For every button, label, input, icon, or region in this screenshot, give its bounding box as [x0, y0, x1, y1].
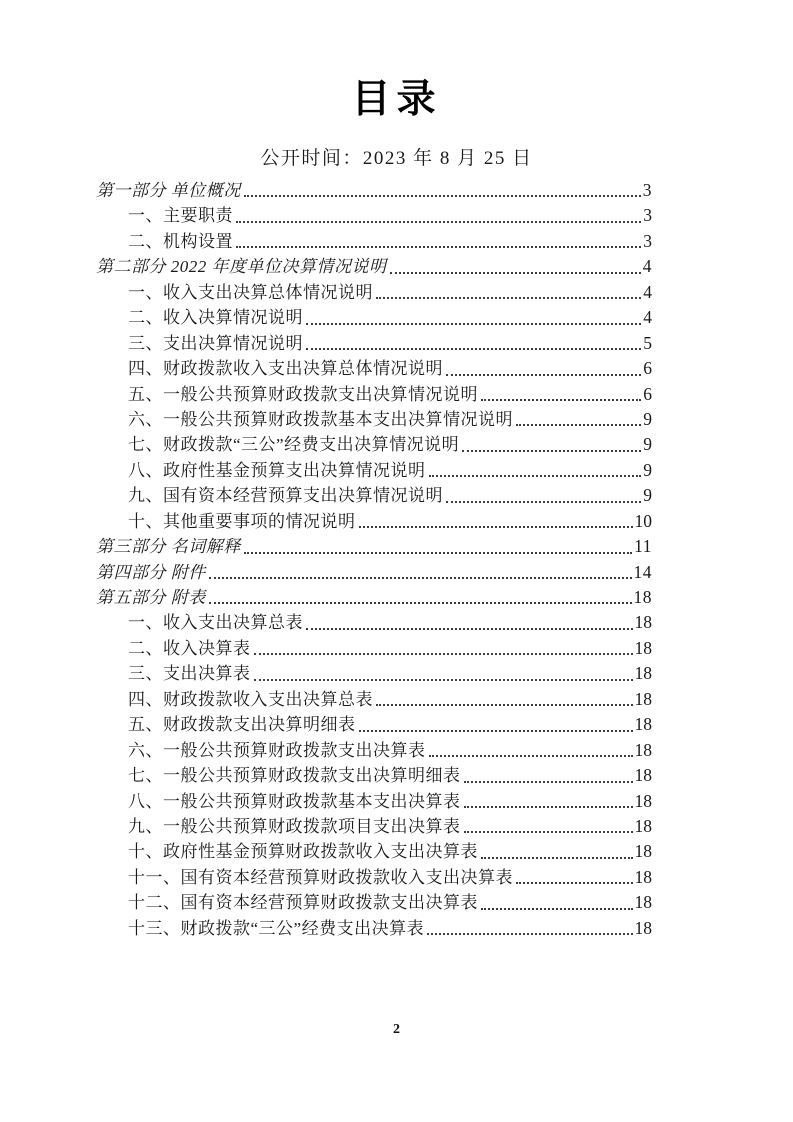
toc-entry-page-number: 18 [634, 866, 652, 887]
toc-leader-dots [209, 602, 632, 604]
toc-entry-label: 三、支出决算表 [128, 664, 251, 684]
toc-entry-page-number: 18 [634, 765, 652, 786]
toc-entry-page-number: 18 [634, 917, 652, 938]
toc-leader-dots [390, 272, 641, 274]
toc-entry-page-number: 4 [643, 281, 652, 302]
toc-entry[interactable] [96, 738, 652, 763]
publish-time: 公开时间：2023 年 8 月 25 日 [260, 148, 533, 169]
toc-leader-dots [359, 730, 633, 732]
toc-entry[interactable] [96, 203, 652, 228]
toc-entry-page-number: 18 [634, 892, 652, 913]
toc-entry-page-number: 11 [634, 536, 652, 557]
toc-entry-page-number: 18 [634, 841, 652, 862]
toc-leader-dots [254, 653, 633, 655]
toc-leader-dots [306, 628, 633, 630]
toc-entry-page-number: 3 [642, 180, 652, 200]
toc-entry-page-number: 9 [643, 459, 652, 480]
toc-leader-dots [236, 246, 641, 248]
toc-leader-dots [376, 704, 633, 706]
toc-entry[interactable] [96, 610, 652, 635]
toc-leader-dots [464, 781, 633, 783]
toc-entry[interactable] [96, 814, 652, 839]
toc-leader-dots [429, 475, 642, 477]
toc-entry-label: 第四部分 附件 [96, 562, 206, 582]
toc-entry-label: 六、一般公共预算财政拨款基本支出决算情况说明 [128, 409, 513, 429]
toc-entry-page-number: 18 [634, 815, 652, 836]
toc-entry-page-number: 18 [634, 612, 652, 633]
toc-entry-label: 七、财政拨款“三公”经费支出决算情况说明 [128, 435, 460, 455]
toc-entry-page-number: 14 [633, 561, 652, 582]
toc-entry-page-number: 4 [642, 256, 652, 277]
page-title: 目录 [351, 78, 442, 121]
toc-entry[interactable] [96, 280, 652, 305]
toc-entry[interactable] [96, 687, 652, 712]
toc-entry-label: 八、一般公共预算财政拨款基本支出决算表 [128, 791, 461, 811]
toc-entry-page-number: 18 [634, 790, 652, 811]
toc-leader-dots [429, 755, 633, 757]
toc-entry[interactable] [96, 661, 652, 686]
toc-entry-label: 二、机构设置 [128, 231, 233, 251]
toc-leader-dots [427, 933, 632, 935]
toc-entry-page-number: 3 [643, 230, 652, 251]
toc-entry-label: 二、收入决算情况说明 [128, 308, 303, 328]
toc-entry[interactable] [96, 712, 652, 737]
toc-entry-page-number: 6 [643, 383, 652, 404]
toc-entry-page-number: 18 [634, 714, 652, 735]
toc-entry-page-number: 18 [633, 587, 652, 607]
toc-entry[interactable] [96, 356, 652, 381]
toc-entry-label: 第五部分 附表 [96, 588, 206, 607]
toc-entry-label: 九、国有资本经营预算支出决算情况说明 [128, 486, 443, 506]
toc-entry-label: 四、财政拨款收入支出决算总表 [128, 689, 373, 709]
toc-entry[interactable] [96, 865, 652, 890]
toc-leader-dots [244, 195, 641, 197]
toc-leader-dots [481, 857, 633, 859]
toc-leader-dots [359, 526, 633, 528]
toc-entry-label: 六、一般公共预算财政拨款支出决算表 [128, 740, 426, 760]
toc-leader-dots [516, 882, 633, 884]
toc-entry-label: 三、支出决算情况说明 [128, 333, 303, 353]
toc-leader-dots [209, 577, 632, 579]
toc-entry-label: 第二部分 2022 年度单位决算情况说明 [96, 257, 387, 277]
toc-leader-dots [376, 297, 641, 299]
toc-entry-label: 十、政府性基金预算财政拨款收入支出决算表 [128, 842, 478, 862]
toc-leader-dots [516, 424, 641, 426]
toc-entry[interactable] [96, 331, 652, 356]
footer-page-number: 2 [393, 1022, 400, 1037]
toc-entry-label: 十、其他重要事项的情况说明 [128, 511, 356, 531]
toc-entry[interactable] [96, 254, 652, 279]
toc-entry[interactable] [96, 789, 652, 814]
toc-entry-page-number: 10 [634, 510, 652, 531]
toc-leader-dots [244, 552, 632, 554]
toc-leader-dots [236, 221, 641, 223]
toc-entry-page-number: 9 [643, 434, 652, 455]
toc-entry-page-number: 9 [643, 408, 652, 429]
toc-leader-dots [306, 323, 641, 325]
toc-entry-label: 十三、财政拨款“三公”经费支出决算表 [128, 918, 425, 938]
toc-entry-page-number: 9 [643, 485, 652, 506]
toc-leader-dots [481, 399, 641, 401]
toc-leader-dots [462, 450, 641, 452]
toc-entry-label: 第一部分 单位概况 [96, 181, 241, 200]
toc-entry-label: 第三部分 名词解释 [96, 537, 241, 557]
toc-entry-label: 一、收入支出决算总体情况说明 [128, 282, 373, 302]
toc-entry[interactable] [96, 890, 652, 915]
toc-entry-label: 九、一般公共预算财政拨款项目支出决算表 [128, 816, 461, 836]
toc-entry[interactable] [96, 534, 652, 559]
toc-entry[interactable] [96, 839, 652, 864]
toc-leader-dots [446, 501, 641, 503]
toc-leader-dots [446, 374, 641, 376]
toc-entry[interactable] [96, 382, 652, 407]
toc-entry[interactable] [96, 585, 652, 610]
toc-entry-page-number: 3 [643, 205, 652, 226]
toc-entry-page-number: 4 [643, 307, 652, 328]
toc-entry[interactable] [96, 483, 652, 508]
toc-entry[interactable] [96, 432, 652, 457]
toc-entry-page-number: 18 [634, 637, 652, 658]
toc-entry-label: 十二、国有资本经营预算财政拨款支出决算表 [128, 893, 478, 913]
toc-entry-label: 一、主要职责 [128, 206, 233, 226]
toc-entry[interactable] [96, 560, 652, 585]
toc-entry[interactable] [96, 916, 652, 941]
toc-entry-page-number: 5 [643, 332, 652, 353]
toc-leader-dots [481, 908, 633, 910]
toc-entry[interactable] [96, 407, 652, 432]
toc-entry-page-number: 18 [634, 739, 652, 760]
toc-leader-dots [306, 348, 641, 350]
toc-leader-dots [254, 679, 633, 681]
toc-entry[interactable] [96, 178, 652, 203]
toc-entry-page-number: 18 [634, 663, 652, 684]
toc-entry[interactable] [96, 229, 652, 254]
toc-entry[interactable] [96, 305, 652, 330]
toc-entry-page-number: 18 [634, 688, 652, 709]
toc-entry[interactable] [96, 458, 652, 483]
toc-entry-label: 二、收入决算表 [128, 638, 251, 658]
toc-entry-page-number: 6 [643, 358, 652, 379]
toc-entry[interactable] [96, 509, 652, 534]
toc-entry-label: 五、一般公共预算财政拨款支出决算情况说明 [128, 384, 478, 404]
toc-leader-dots [464, 806, 633, 808]
toc-entry[interactable] [96, 636, 652, 661]
toc-entry-label: 十一、国有资本经营预算财政拨款收入支出决算表 [128, 867, 513, 887]
toc-entry-label: 四、财政拨款收入支出决算总体情况说明 [128, 359, 443, 379]
toc-entry-label: 七、一般公共预算财政拨款支出决算明细表 [128, 766, 461, 786]
toc-list [96, 178, 652, 941]
toc-entry[interactable] [96, 763, 652, 788]
toc-entry-label: 五、财政拨款支出决算明细表 [128, 715, 356, 735]
toc-entry-label: 一、收入支出决算总表 [128, 613, 303, 633]
toc-leader-dots [464, 831, 633, 833]
toc-entry-label: 八、政府性基金预算支出决算情况说明 [128, 460, 426, 480]
